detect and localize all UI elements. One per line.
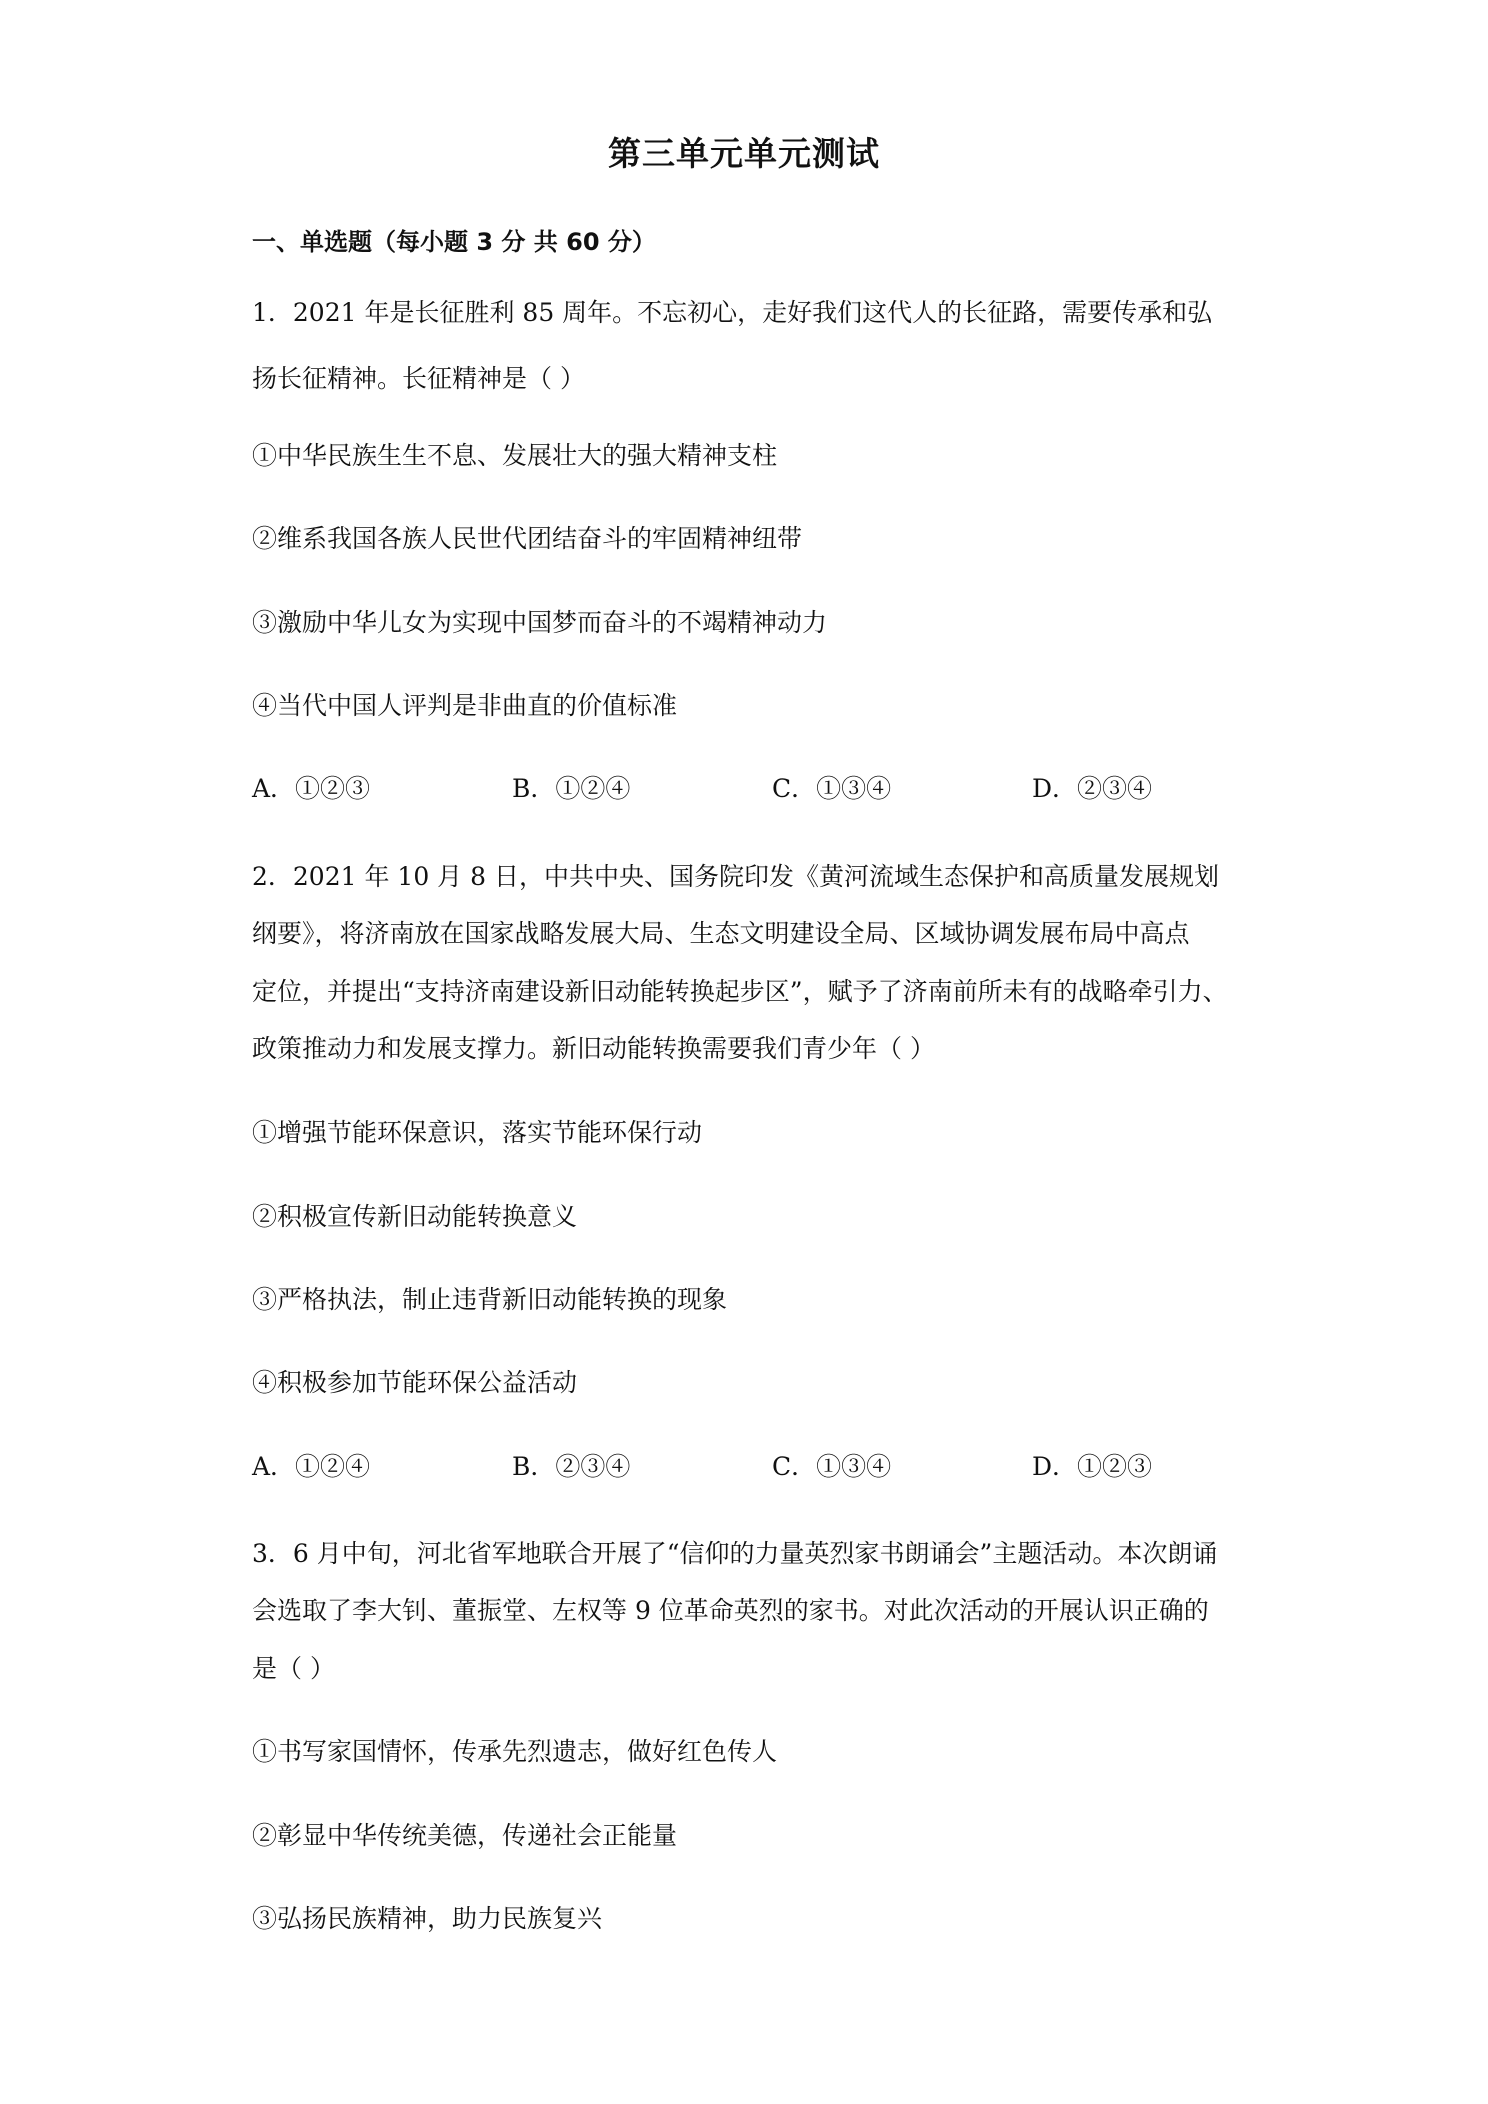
question-1-option-3: ③激励中华儿女为实现中国梦而奋斗的不竭精神动力 [252, 608, 828, 637]
question-1-choice-b[interactable]: B．①②④ [512, 774, 631, 803]
question-2-option-4: ④积极参加节能环保公益活动 [252, 1368, 578, 1397]
question-2-choices [252, 1450, 1292, 1484]
question-3-stem-line-2: 会选取了李大钊、董振堂、左权等 9 位革命英烈的家书。对此次活动的开展认识正确的 [252, 1596, 1209, 1625]
question-2-choice-c[interactable]: C．①③④ [772, 1452, 892, 1481]
question-2-option-1: ①增强节能环保意识，落实节能环保行动 [252, 1118, 703, 1147]
question-1-choice-d[interactable]: D．②③④ [1032, 774, 1153, 803]
question-1-option-2: ②维系我国各族人民世代团结奋斗的牢固精神纽带 [252, 524, 803, 553]
question-2-choice-a[interactable]: A．①②④ [252, 1452, 371, 1481]
question-3-option-1: ①书写家国情怀，传承先烈遗志，做好红色传人 [252, 1737, 778, 1766]
question-2-option-3: ③严格执法，制止违背新旧动能转换的现象 [252, 1285, 728, 1314]
question-3-stem-line-1: 3．6 月中旬，河北省军地联合开展了“信仰的力量英烈家书朗诵会”主题活动。本次朗诵 [252, 1539, 1218, 1568]
question-2-option-2: ②积极宣传新旧动能转换意义 [252, 1202, 578, 1231]
question-3-option-2: ②彰显中华传统美德，传递社会正能量 [252, 1821, 678, 1850]
question-1-stem-line-2: 扬长征精神。长征精神是（ ） [252, 364, 585, 393]
question-1-option-4: ④当代中国人评判是非曲直的价值标准 [252, 691, 678, 720]
question-1-choice-a[interactable]: A．①②③ [252, 774, 371, 803]
question-2-choice-b[interactable]: B．②③④ [512, 1452, 631, 1481]
question-1-choices [252, 772, 1292, 806]
question-1-option-1: ①中华民族生生不息、发展壮大的强大精神支柱 [252, 441, 778, 470]
question-2-stem-line-4: 政策推动力和发展支撑力。新旧动能转换需要我们青少年（ ） [252, 1034, 935, 1063]
question-2-choice-d[interactable]: D．①②③ [1032, 1452, 1153, 1481]
question-1-stem-line-1: 1．2021 年是长征胜利 85 周年。不忘初心，走好我们这代人的长征路，需要传承和弘 [252, 298, 1213, 327]
question-3-option-3: ③弘扬民族精神，助力民族复兴 [252, 1904, 603, 1933]
question-2-stem-line-3: 定位，并提出“支持济南建设新旧动能转换起步区”，赋予了济南前所未有的战略牵引力、 [252, 977, 1228, 1006]
question-3-stem-line-3: 是（ ） [252, 1654, 335, 1683]
section-heading: 一、单选题（每小题 3 分 共 60 分） [252, 228, 656, 256]
question-2-stem-line-1: 2．2021 年 10 月 8 日，中共中央、国务院印发《黄河流域生态保护和高质量发展规划 [252, 862, 1219, 891]
page-title: 第三单元单元测试 [608, 134, 880, 173]
question-2-stem-line-2: 纲要》，将济南放在国家战略发展大局、生态文明建设全局、区域协调发展布局中高点 [252, 919, 1190, 948]
question-1-choice-c[interactable]: C．①③④ [772, 774, 892, 803]
